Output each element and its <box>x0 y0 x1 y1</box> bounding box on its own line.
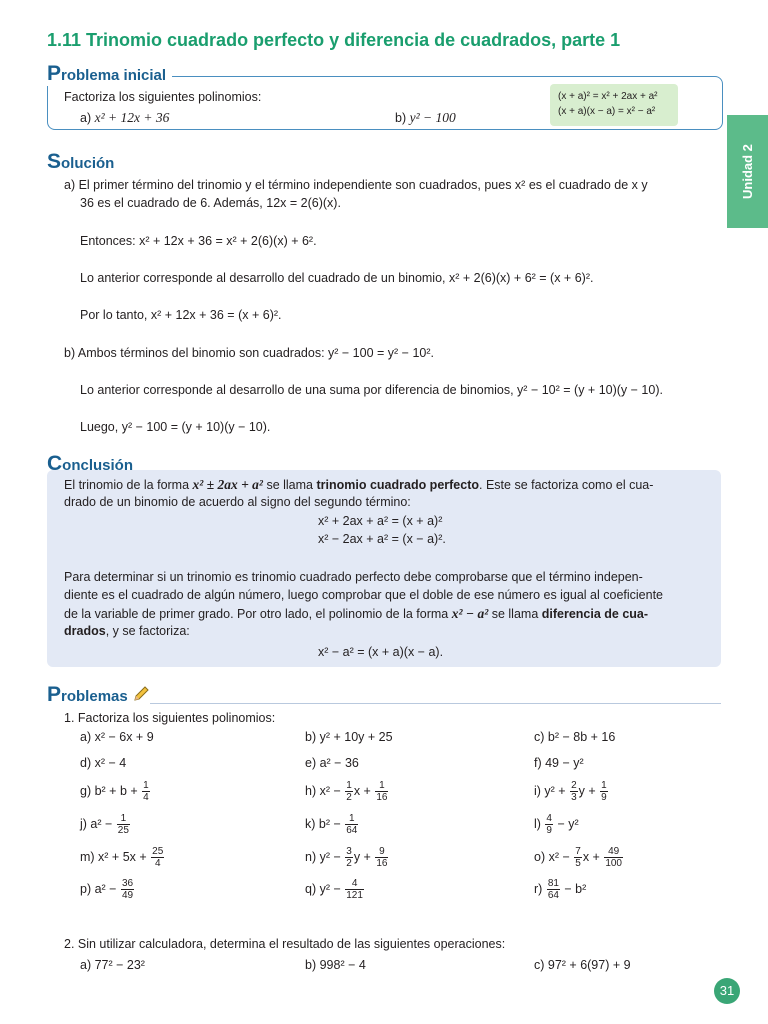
problem-k: k) b² − $\frac{1}{64}$ <box>305 813 358 836</box>
solution-b-line3: Luego, y² − 100 = (y + 10)(y − 10). <box>80 420 271 434</box>
solution-b-line2: Lo anterior corresponde al desarrollo de una suma por diferencia de binomios, y² − 10² = (y + 10)(y − 10). <box>80 383 663 397</box>
problem-d: d) x² − 4 <box>80 756 127 770</box>
initial-problem-a: a) x² + 12x + 36 <box>80 110 170 125</box>
page-title: 1.11 Trinomio cuadrado perfecto y diferencia de cuadrados, parte 1 <box>47 30 621 50</box>
solution-a-line3: Entonces: x² + 12x + 36 = x² + 2(6)(x) + 6². <box>80 234 317 248</box>
problem-p: p) a² − $\frac{36}{49}$ <box>80 878 134 901</box>
solution-a-line2: 36 es el cuadrado de 6. Además, 12x = 2(6)(x). <box>80 196 341 210</box>
conclusion-eq3: x² − a² = (x + a)(x − a). <box>318 645 444 659</box>
conclusion-p2-line2: diente es el cuadrado de algún número, luego comprobar que el doble de ese número es igual al coeficiente <box>64 588 664 602</box>
conclusion-p2-line1: Para determinar si un trinomio es trinomio cuadrado perfecto debe comprobarse que el término indepen- <box>64 570 643 584</box>
initial-problem-b: b) y² − 100 <box>395 110 456 125</box>
conclusion-eq2: x² − 2ax + a² = (x − a)². <box>318 532 446 546</box>
problem-r: r) $\frac{81}{64}$ − b² <box>534 878 587 901</box>
solution-a-line5: Por lo tanto, x² + 12x + 36 = (x + 6)². <box>80 308 282 322</box>
solution-a-line4: Lo anterior corresponde al desarrollo del cuadrado de un binomio, x² + 2(6)(x) + 6² = (x + 6)². <box>80 271 594 285</box>
initial-problem-instruction: Factoriza los siguientes polinomios: <box>64 90 262 104</box>
conclusion-p2-line3: de la variable de primer grado. Por otro lado, el polinomio de la forma x² − a² se llama diferencia de cua- <box>64 606 649 621</box>
conclusion-p1-line2: drado de un binomio de acuerdo al signo del segundo término: <box>64 495 411 509</box>
conclusion-p1-line1: El trinomio de la forma x² ± 2ax + a² se llama trinomio cuadrado perfecto. Este se factoriza como el cua- <box>64 477 654 492</box>
solution-heading: Solución <box>47 150 115 173</box>
problem-2b: b) 998² − 4 <box>305 958 366 972</box>
conclusion-eq1: x² + 2ax + a² = (x + a)² <box>318 514 443 528</box>
problem-h: h) x² − $\frac{1}{2}$ x + $\frac{1}{16}$ <box>305 780 388 803</box>
problem-2c: c) 97² + 6(97) + 9 <box>534 958 631 972</box>
problems-q2: 2. Sin utilizar calculadora, determina el resultado de las siguientes operaciones: <box>64 937 506 951</box>
problems-q1: 1. Factoriza los siguientes polinomios: <box>64 711 276 725</box>
formula-reminder-box <box>550 84 678 126</box>
solution-b-line1: b) Ambos términos del binomio son cuadrados: y² − 100 = y² − 10². <box>64 346 434 360</box>
problem-b: b) y² + 10y + 25 <box>305 730 393 744</box>
conclusion-p2-line4: drados, y se factoriza: <box>64 624 190 638</box>
problem-l: l) $\frac{4}{9}$ − y² <box>534 813 579 836</box>
unit-side-tab <box>727 115 768 228</box>
problem-i: i) y² + $\frac{2}{3}$ y + $\frac{1}{9}$ <box>534 780 607 803</box>
problem-c: c) b² − 8b + 16 <box>534 730 616 744</box>
problems-heading: Problemas <box>47 683 150 707</box>
problem-a: a) x² − 6x + 9 <box>80 730 154 744</box>
problem-m: m) x² + 5x + $\frac{25}{4}$ <box>80 846 164 869</box>
problem-g: g) b² + b + $\frac{1}{4}$ <box>80 780 149 803</box>
problem-e: e) a² − 36 <box>305 756 359 770</box>
problem-o: o) x² − $\frac{7}{5}$ x + $\frac{49}{100}$ <box>534 846 622 869</box>
problem-q: q) y² − $\frac{4}{121}$ <box>305 878 363 901</box>
problem-2a: a) 77² − 23² <box>80 958 145 972</box>
formula-square: (x + a)² = x² + 2ax + a² <box>558 91 658 102</box>
conclusion-heading: Conclusión <box>47 452 134 475</box>
problems-divider <box>150 703 721 704</box>
solution-a-line1: a) El primer término del trinomio y el término independiente son cuadrados, pues x² es el cuadrado de x y <box>64 178 648 192</box>
problem-n: n) y² − $\frac{3}{2}$ y + $\frac{9}{16}$ <box>305 846 388 869</box>
problem-f: f) 49 − y² <box>534 756 584 770</box>
formula-difference: (x + a)(x − a) = x² − a² <box>558 106 656 117</box>
problem-j: j) a² − $\frac{1}{25}$ <box>80 813 129 836</box>
pencil-icon <box>132 685 150 703</box>
page-number: 31 <box>714 978 740 1004</box>
unit-label: Unidad 2 <box>740 144 755 199</box>
initial-problem-heading: Problema inicial <box>47 62 172 86</box>
